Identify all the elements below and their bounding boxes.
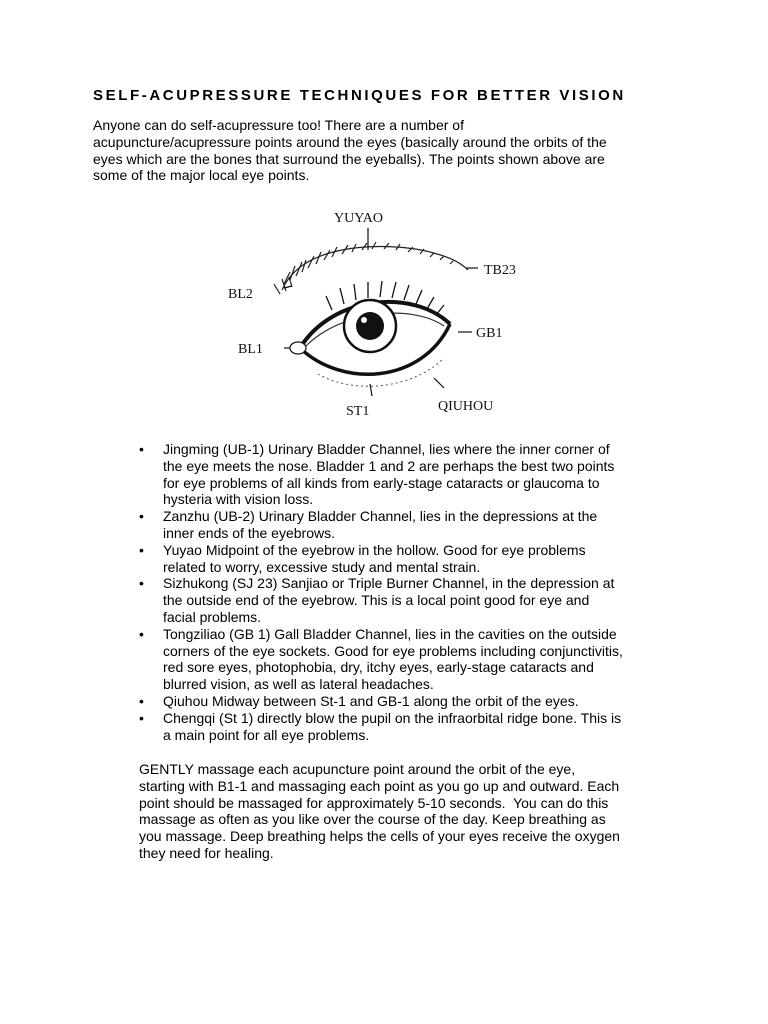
closing-line: they need for healing.	[139, 844, 274, 861]
closing-line: you massage. Deep breathing helps the cells of your eyes receive the oxygen	[139, 828, 620, 845]
eye-acupoint-diagram	[222, 198, 532, 426]
list-item-line: facial problems.	[163, 608, 262, 625]
list-item-line: related to worry, excessive study and mental strain.	[163, 558, 481, 575]
closing-paragraph	[139, 761, 699, 862]
label-bl1: BL1	[238, 342, 263, 357]
eye-diagram-svg	[222, 198, 532, 426]
list-item-line: Chengqi (St 1) directly blow the pupil on the infraorbital ridge bone. This is	[163, 709, 622, 726]
list-item-line: blurred vision, as well as lateral headaches.	[163, 676, 434, 693]
list-item-line: a main point for all eye problems.	[163, 726, 370, 743]
eye-drawing	[290, 281, 450, 386]
label-bl2: BL2	[228, 287, 253, 302]
list-item	[139, 626, 699, 693]
intro-line: some of the major local eye points.	[93, 167, 310, 184]
label-gb1: GB1	[476, 326, 503, 341]
eyebrow-drawing	[274, 242, 468, 294]
bullet: •	[139, 575, 144, 592]
bullet: •	[139, 508, 144, 525]
label-yuyao: YUYAO	[334, 211, 383, 226]
list-item-line: Sizhukong (SJ 23) Sanjiao or Triple Burner Channel, in the depression at	[163, 575, 615, 592]
list-item-line: Qiuhou Midway between St-1 and GB-1 along the orbit of the eyes.	[163, 692, 579, 709]
list-item	[139, 710, 699, 744]
list-item	[139, 542, 699, 576]
list-item-line: inner ends of the eyebrows.	[163, 524, 335, 541]
bullet: •	[139, 625, 144, 642]
list-item-line: corners of the eye sockets. Good for eye problems including conjunctivitis,	[163, 642, 623, 659]
list-item-line: Zanzhu (UB-2) Urinary Bladder Channel, lies in the depressions at the	[163, 508, 598, 525]
list-item-line: the eye meets the nose. Bladder 1 and 2 are perhaps the best two points	[163, 457, 615, 474]
document-title: SELF-ACUPRESSURE TECHNIQUES FOR BETTER VISION	[93, 87, 626, 104]
list-item-line: the outside end of the eyebrow. This is a local point good for eye and	[163, 592, 590, 609]
list-item	[139, 508, 699, 542]
list-item	[139, 441, 699, 508]
bullet: •	[139, 441, 144, 457]
list-item	[139, 575, 699, 625]
label-qiuhou: QIUHOU	[438, 399, 494, 414]
closing-line: massage as often as you like over the course of the day. Keep breathing as	[139, 811, 606, 828]
closing-line: GENTLY massage each acupuncture point around the orbit of the eye,	[139, 761, 576, 777]
intro-line: acupuncture/acupressure points around the eyes (basically around the orbits of the	[93, 133, 607, 150]
list-item	[139, 693, 699, 710]
list-item-line: Jingming (UB-1) Urinary Bladder Channel, lies where the inner corner of	[163, 441, 610, 457]
intro-paragraph	[93, 117, 693, 184]
intro-line: eyes which are the bones that surround the eyeballs). The points shown above are	[93, 150, 605, 167]
bullet: •	[139, 692, 144, 709]
list-item-line: hysteria with vision loss.	[163, 491, 314, 508]
bullet: •	[139, 709, 144, 726]
list-item-line: Yuyao Midpoint of the eyebrow in the hollow. Good for eye problems	[163, 541, 586, 558]
acupoint-list	[139, 441, 699, 743]
list-item-line: red sore eyes, photophobia, dry, itchy eyes, early-stage cataracts and	[163, 659, 594, 676]
closing-line: starting with B1-1 and massaging each point as you go up and outward. Each	[139, 777, 620, 794]
list-item-line: Tongziliao (GB 1) Gall Bladder Channel, lies in the cavities on the outside	[163, 625, 617, 642]
list-item-line: for eye problems of all kinds from early-stage cataracts or glaucoma to	[163, 474, 600, 491]
closing-line: point should be massaged for approximately 5-10 seconds. You can do this	[139, 794, 609, 811]
label-tb23: TB23	[484, 263, 516, 278]
bullet: •	[139, 541, 144, 558]
intro-line: Anyone can do self-acupressure too! There are a number of	[93, 117, 464, 133]
label-st1: ST1	[346, 404, 370, 419]
